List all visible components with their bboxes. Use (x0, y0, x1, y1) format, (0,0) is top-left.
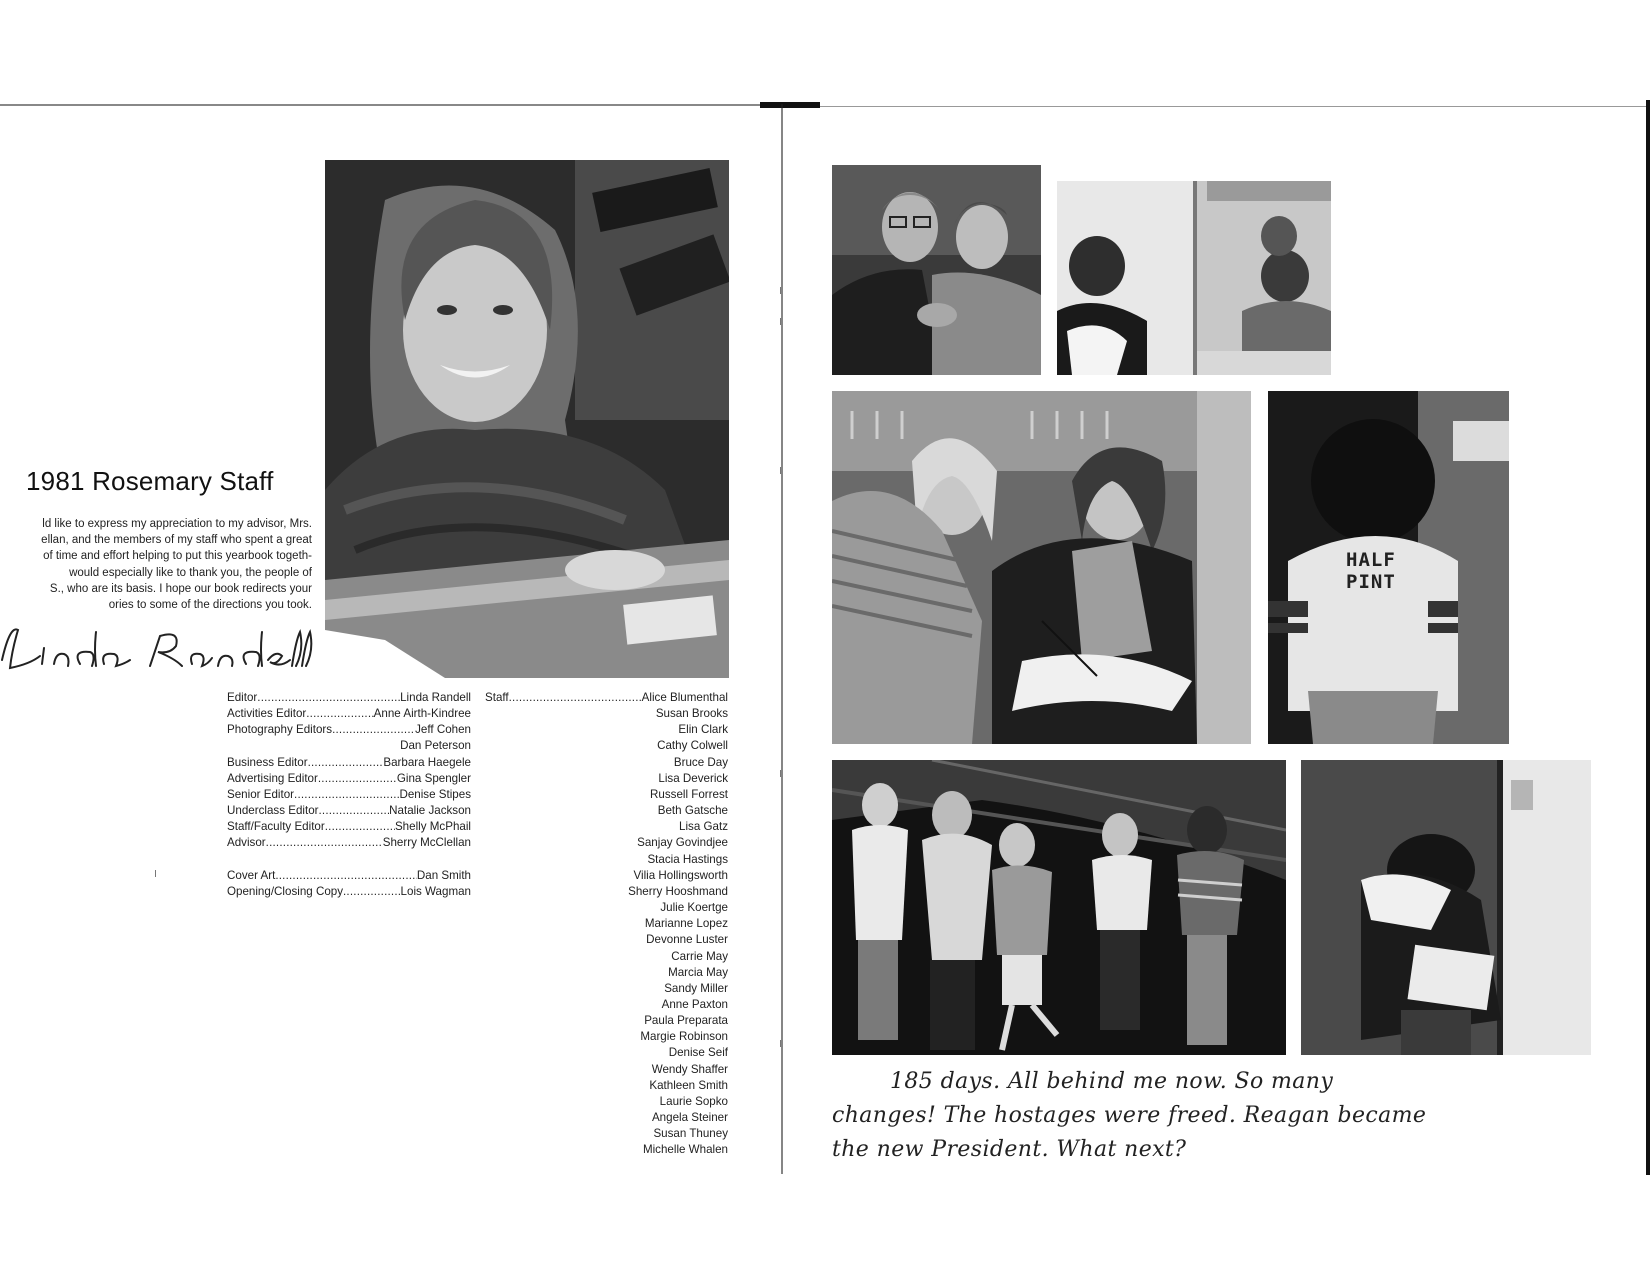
staff-name: Sandy Miller (664, 981, 728, 995)
editor-letter (0, 516, 312, 613)
handwritten-caption (832, 1065, 1532, 1167)
staff-name: Lisa Deverick (658, 771, 728, 785)
handwritten-line: 185 days. All behind me now. So many (890, 1069, 1334, 1094)
staff-name: Bruce Day (673, 755, 728, 769)
credit-role: Photography Editors (227, 723, 333, 737)
staff-name: Elin Clark (678, 723, 728, 737)
credit-role: Activities Editor (227, 707, 307, 721)
scan-mark (780, 318, 781, 325)
staff-name: Cathy Colwell (657, 739, 728, 753)
credit-row (227, 755, 471, 771)
staff-name: Sherry Hooshmand (628, 884, 728, 898)
staff-name: Kathleen Smith (649, 1078, 728, 1092)
credit-name: Sherry McClellan (382, 836, 471, 850)
credit-name: Gina Spengler (396, 771, 471, 785)
scan-mark (780, 467, 781, 474)
credit-name: Anne Airth-Kindree (373, 707, 471, 721)
handwritten-line: changes! The hostages were freed. Reagan became (832, 1103, 1427, 1128)
credit-role: Underclass Editor (227, 804, 319, 818)
shirt-print-line: PINT (1346, 571, 1396, 593)
credit-row (227, 803, 471, 819)
staff-column (485, 690, 728, 1159)
staff-name: Denise Seif (668, 1046, 728, 1060)
staff-name: Margie Robinson (640, 1030, 728, 1044)
credit-role: Advisor (227, 836, 266, 850)
staff-label: Staff (485, 691, 509, 704)
staff-name: Julie Koertge (660, 901, 728, 915)
staff-name: Marcia May (668, 965, 728, 979)
staff-name: Carrie May (671, 949, 728, 963)
photo-student-at-locker (1301, 760, 1591, 1055)
editor-letter-line: ellan, and the members of my staff who spent a great (41, 534, 312, 547)
credit-row (227, 771, 471, 787)
staff-name: Anne Paxton (661, 997, 728, 1011)
editor-letter-line: of time and effort helping to put this yearbook togeth- (43, 550, 312, 563)
top-rule-left (0, 104, 770, 106)
credit-row (227, 706, 471, 722)
staff-name: Wendy Shaffer (651, 1062, 728, 1076)
shirt-print-line: HALF (1346, 549, 1396, 571)
credit-role: Senior Editor (227, 787, 295, 801)
handwritten-line: the new President. What next? (832, 1137, 1187, 1162)
scan-mark (780, 287, 781, 294)
staff-name: Stacia Hastings (647, 852, 728, 866)
editor-letter-line: would especially like to thank you, the people of (69, 566, 312, 579)
scan-mark (780, 770, 781, 777)
shirt-print-text (1346, 549, 1396, 593)
credit-name: Jeff Cohen (415, 723, 471, 737)
credit-name: Dan Smith (416, 868, 471, 882)
credit-name: Dan Peterson (400, 739, 471, 753)
right-page-edge (1646, 100, 1650, 1175)
photo-students-dancing (832, 760, 1286, 1055)
photo-office-counter (1057, 181, 1331, 375)
page-gutter (781, 104, 783, 1174)
staff-name: Beth Gatsche (657, 804, 728, 818)
credit-name: Denise Stipes (399, 787, 471, 801)
staff-name: Alice Blumenthal (641, 691, 728, 704)
credits-left-column (227, 690, 471, 900)
credit-row (227, 787, 471, 803)
credit-row (227, 819, 471, 835)
credit-name: Natalie Jackson (389, 804, 471, 818)
photo-two-girls-laughing (832, 391, 1251, 744)
editor-letter-line: ld like to express my appreciation to my advisor, Mrs. (42, 518, 312, 530)
credit-row (227, 738, 471, 754)
credit-row (485, 690, 728, 706)
staff-name: Susan Brooks (655, 707, 728, 721)
credit-row (227, 722, 471, 738)
staff-name: Paula Preparata (644, 1014, 728, 1028)
editor-signature (0, 620, 320, 680)
editor-portrait-photo (325, 160, 729, 678)
credit-role: Opening/Closing Copy (227, 884, 344, 898)
staff-name: Devonne Luster (646, 933, 728, 947)
page-title: 1981 Rosemary Staff (26, 466, 274, 496)
scan-mark (155, 870, 156, 877)
staff-name: Sanjay Govindjee (637, 836, 728, 850)
credit-row (227, 868, 471, 884)
credit-role: Cover Art (227, 868, 276, 882)
staff-name: Angela Steiner (651, 1111, 728, 1125)
credit-name: Shelly McPhail (394, 820, 471, 834)
staff-name: Vilia Hollingsworth (633, 868, 728, 882)
credit-name: Lois Wagman (400, 884, 471, 898)
credit-role: Advertising Editor (227, 771, 318, 785)
staff-name: Marianne Lopez (644, 917, 728, 931)
credit-row (227, 884, 471, 900)
staff-name: Michelle Whalen (642, 1143, 728, 1157)
staff-name: Lisa Gatz (679, 820, 728, 834)
staff-name: Russell Forrest (650, 787, 728, 801)
credit-role: Business Editor (227, 755, 308, 769)
staff-name: Laurie Sopko (659, 1094, 728, 1108)
photo-two-students-hallway (832, 165, 1041, 375)
credit-role: Editor (227, 691, 258, 704)
staff-name: Susan Thuney (653, 1127, 728, 1141)
gutter-notch (760, 102, 820, 108)
editor-letter-line: S., who are its basis. I hope our book redirects your (49, 582, 312, 595)
credit-role: Staff/Faculty Editor (227, 820, 325, 834)
top-rule-right (790, 106, 1650, 107)
editor-letter-line: ories to some of the directions you took. (108, 599, 312, 612)
credit-row (227, 690, 471, 706)
scan-mark (780, 1040, 781, 1047)
photo-half-pint-shirt (1268, 391, 1509, 744)
credit-row (227, 835, 471, 851)
credit-name: Linda Randell (400, 691, 471, 704)
credit-name: Barbara Haegele (383, 755, 471, 769)
